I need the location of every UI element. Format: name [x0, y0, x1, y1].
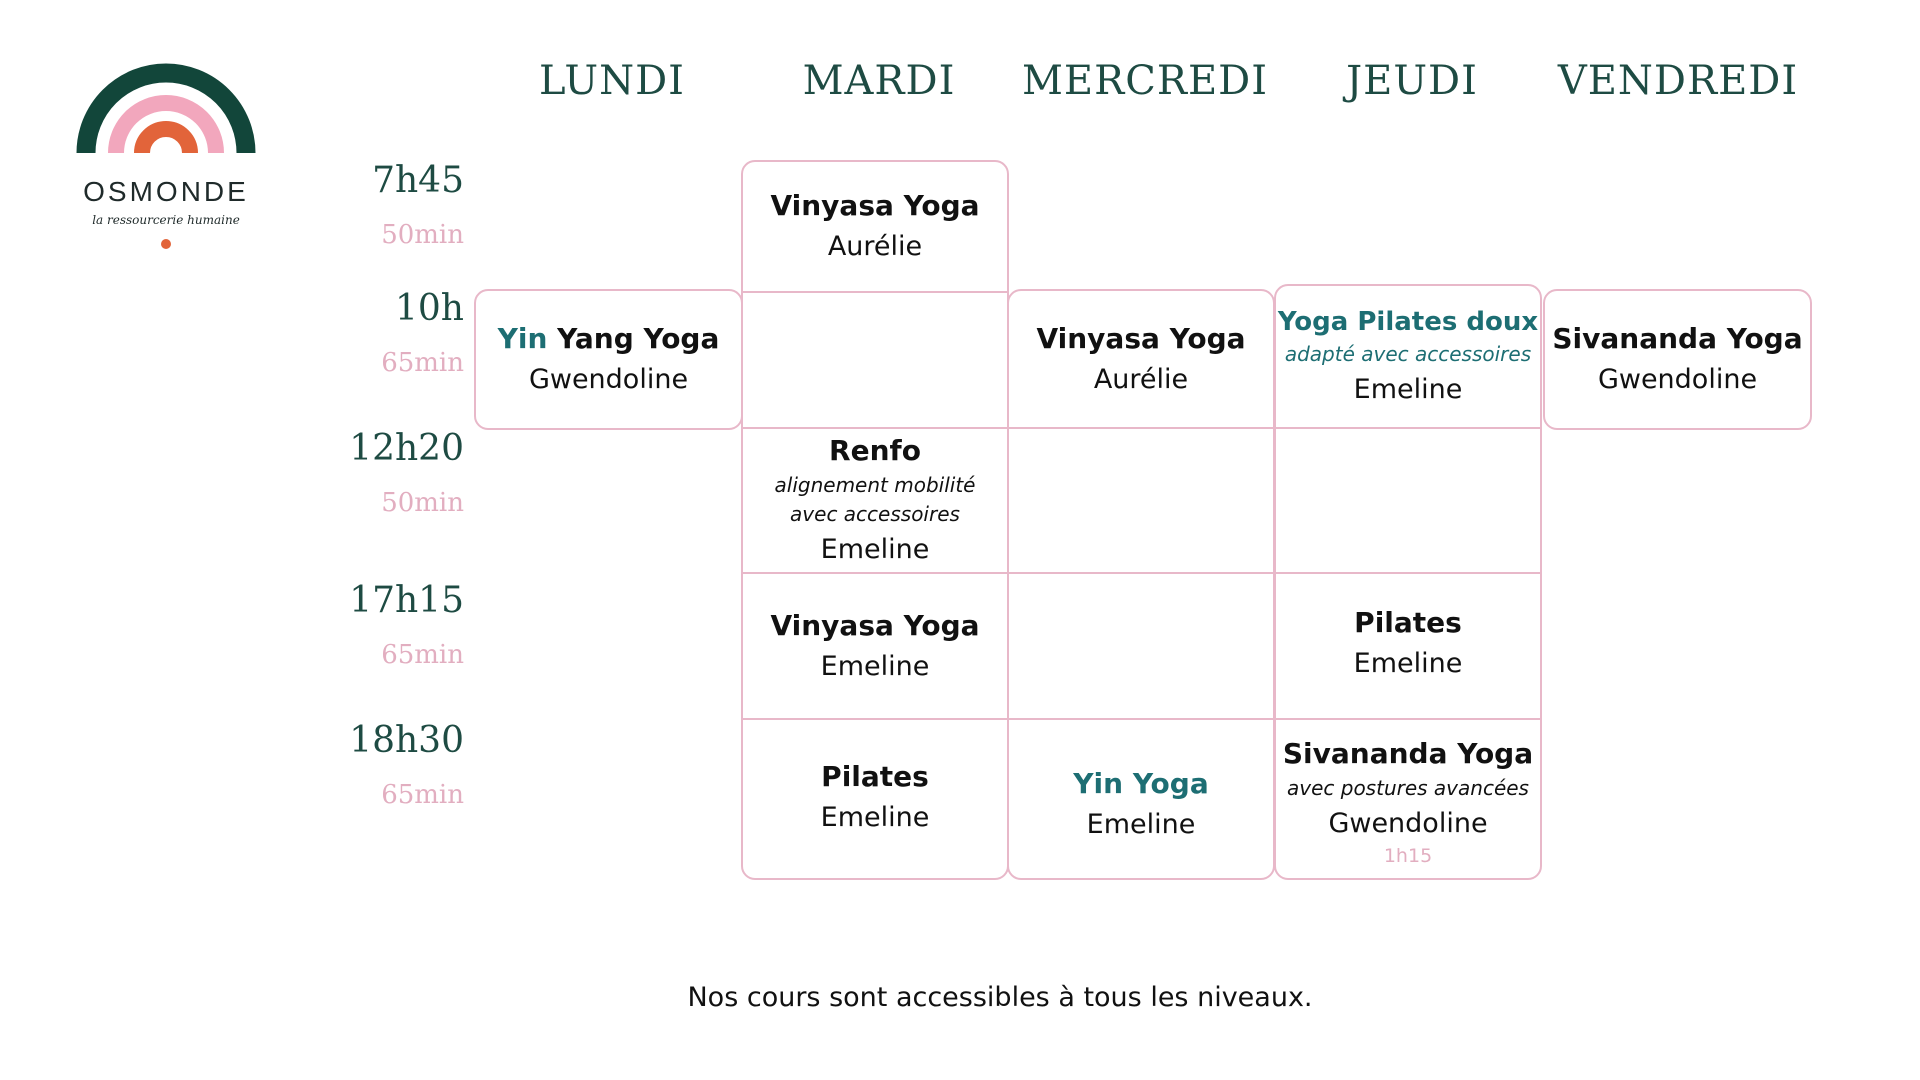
- class-name-rest: Yang Yoga: [547, 322, 720, 355]
- teacher-name: Aurélie: [1093, 363, 1189, 395]
- class-cell-mardi-18h30[interactable]: [741, 720, 1009, 875]
- teacher-name: Emeline: [820, 534, 930, 565]
- class-note: alignement mobilité: [774, 473, 976, 497]
- class-cell-lundi-10h[interactable]: [474, 289, 743, 430]
- brand-tagline: la ressourcerie humaine: [92, 213, 240, 227]
- class-duration: 1h15: [1383, 845, 1433, 867]
- class-name: Renfo: [829, 434, 921, 467]
- class-name: Sivananda Yoga: [1552, 322, 1803, 355]
- brand-name: OSMONDE: [83, 176, 249, 207]
- time-duration: 65min: [381, 780, 464, 810]
- class-name: Pilates: [821, 760, 929, 793]
- day-header-mercredi: MERCREDI: [1021, 58, 1269, 104]
- day-header-jeudi: JEUDI: [1346, 58, 1478, 104]
- class-name: Vinyasa Yoga: [1036, 321, 1246, 355]
- rainbow-logo-icon: [76, 50, 256, 162]
- teacher-name: Emeline: [1353, 647, 1463, 679]
- class-cell-jeudi-17h15[interactable]: [1274, 573, 1542, 713]
- class-note: adapté avec accessoires: [1284, 341, 1532, 366]
- day-header-lundi: LUNDI: [539, 58, 685, 104]
- osmonde-logo: [76, 50, 256, 250]
- teacher-name: Emeline: [1353, 373, 1463, 405]
- class-note: avec accessoires: [790, 502, 960, 526]
- teacher-name: Gwendoline: [1597, 364, 1758, 395]
- class-name: Vinyasa Yoga: [770, 608, 980, 642]
- class-cell-mardi-7h45[interactable]: [741, 160, 1009, 292]
- time-label: 7h45: [372, 160, 464, 201]
- class-name: Yoga Pilates doux: [1277, 306, 1539, 337]
- teacher-name: Emeline: [820, 650, 930, 682]
- class-cell-mercredi-18h30[interactable]: [1007, 720, 1275, 888]
- class-cell-jeudi-10h[interactable]: [1274, 284, 1542, 429]
- class-cell-mardi-17h15[interactable]: [741, 573, 1009, 719]
- teacher-name: Emeline: [1086, 808, 1196, 840]
- time-label: 17h15: [349, 580, 464, 621]
- time-duration: 65min: [381, 348, 464, 378]
- time-label: 18h30: [349, 720, 464, 761]
- class-name: Sivananda Yoga: [1282, 737, 1534, 770]
- class-cell-mardi-12h20[interactable]: [741, 428, 1009, 573]
- time-duration: 65min: [381, 640, 464, 670]
- class-cell-jeudi-18h30[interactable]: [1274, 720, 1542, 882]
- teacher-name: Gwendoline: [1328, 808, 1488, 839]
- class-note: avec postures avancées: [1287, 776, 1529, 800]
- time-label: 10h: [395, 288, 464, 329]
- footer-note: Nos cours sont accessibles à tous les niveaux.: [687, 982, 1313, 1013]
- class-cell-mercredi-10h[interactable]: [1007, 289, 1275, 429]
- teacher-name: Aurélie: [827, 230, 923, 262]
- class-name: Pilates: [1354, 605, 1462, 639]
- teacher-name: Gwendoline: [528, 364, 689, 395]
- class-name-accent: Yin: [497, 322, 548, 355]
- class-cell-vendredi-10h[interactable]: [1543, 289, 1812, 430]
- class-name: [498, 319, 720, 359]
- time-duration: 50min: [381, 220, 464, 250]
- day-header-vendredi: VENDREDI: [1557, 58, 1799, 104]
- time-label: 12h20: [349, 428, 464, 469]
- brand-dot: [161, 239, 171, 249]
- class-name: Yin Yoga: [1073, 766, 1209, 800]
- time-duration: 50min: [381, 488, 464, 518]
- class-name: Vinyasa Yoga: [770, 188, 980, 222]
- teacher-name: Emeline: [820, 802, 930, 833]
- day-header-mardi: MARDI: [802, 58, 956, 104]
